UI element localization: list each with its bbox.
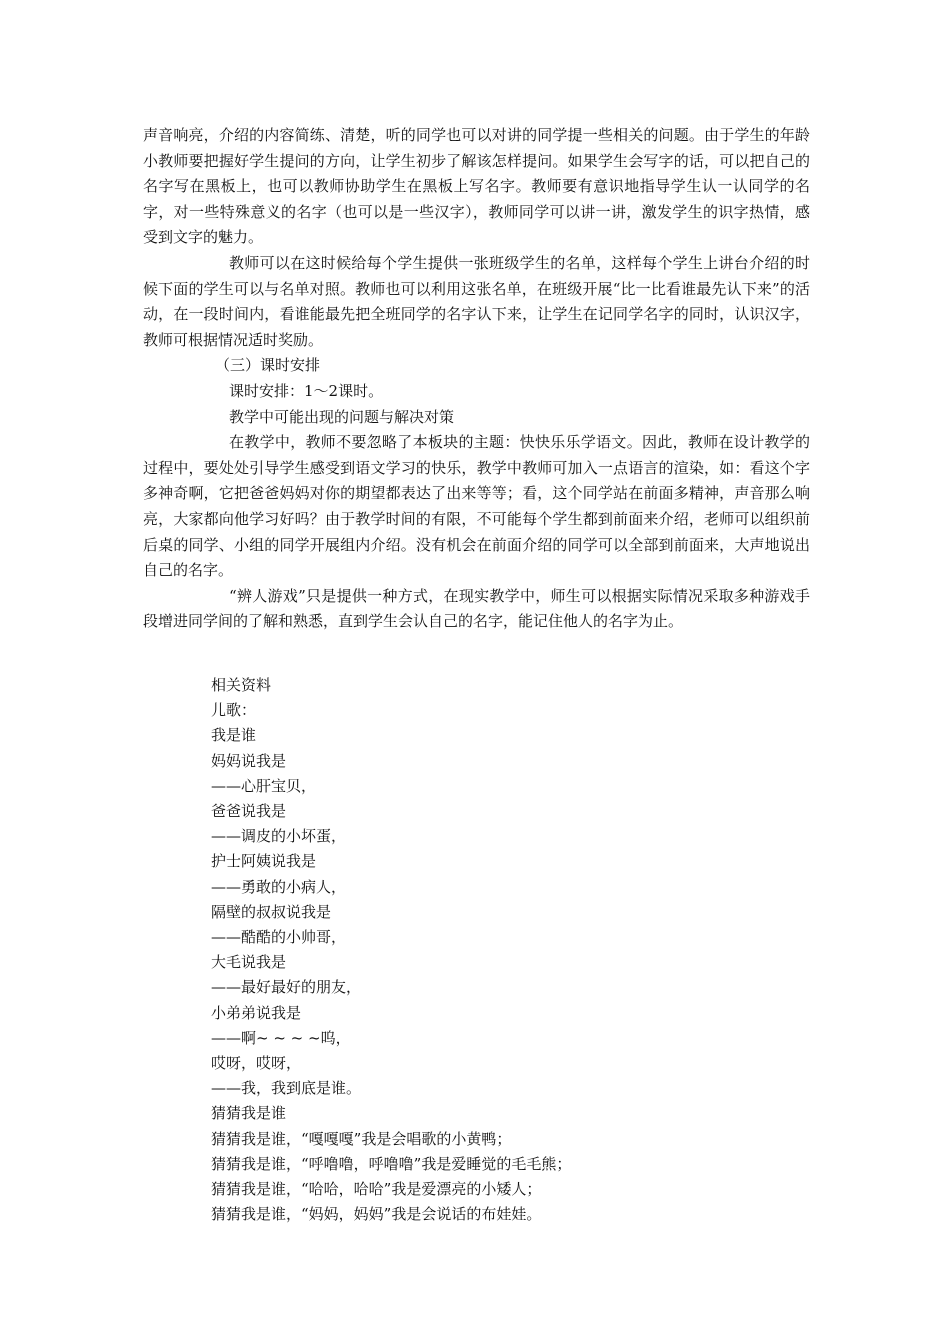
poem-line: 猜猜我是谁，“嘎嘎嘎”我是会唱歌的小黄鸭； bbox=[211, 1129, 512, 1148]
poem-line: ——调皮的小坏蛋， bbox=[211, 827, 347, 846]
poem-line: ——酷酷的小帅哥， bbox=[211, 928, 347, 947]
paragraph-game: “辨人游戏”只是提供一种方式，在现实教学中，师生可以根据实际情况采取多种游戏手段增进同学间的了解和熟悉，直到学生会认自己的名字，能记住他人的名字为止。 bbox=[143, 586, 810, 631]
poem-line: 猜猜我是谁，“呼噜噜，呼噜噜”我是爱睡觉的毛毛熊； bbox=[211, 1154, 572, 1173]
subheading-problems: 教学中可能出现的问题与解决对策 bbox=[229, 407, 455, 426]
schedule-line: 课时安排：1～2课时。 bbox=[229, 381, 384, 400]
poem-line: 爸爸说我是 bbox=[211, 802, 287, 821]
paragraph-intro-continued: 声音响亮，介绍的内容简练、清楚，听的同学也可以对讲的同学提一些相关的问题。由于学生的年龄小教师要把握好学生提问的方向，让学生初步了解该怎样提问。如果学生会写字的话，可以把自己的名字写在黑板上，也可以教师协助学生在黑板上写名字。教师要有意识地指导学生认一认同学的名字，对一些特殊意义的名字（也可以是一些汉字），教师同学可以讲一讲，激发学生的识字热情，感受到文字的魅力。 bbox=[143, 126, 810, 247]
paragraph-name-list: 教师可以在这时候给每个学生提供一张班级学生的名单，这样每个学生上讲台介绍的时候下面的学生可以与名单对照。教师也可以利用这张名单，在班级开展“比一比看谁最先认下来”的活动，在一段时间内，看谁能最先把全班同学的名字认下来，让学生在记同学名字的同时，认识汉字，教师可根据情况适时奖励。 bbox=[143, 253, 810, 349]
poem-line: 小弟弟说我是 bbox=[211, 1003, 302, 1022]
poem-line: 隔壁的叔叔说我是 bbox=[211, 902, 332, 921]
poem-line: 大毛说我是 bbox=[211, 953, 287, 972]
poem-title: 我是谁 bbox=[211, 726, 257, 745]
poem-line: ——勇敢的小病人， bbox=[211, 877, 347, 896]
poem-line: 哎呀，哎呀， bbox=[211, 1054, 302, 1073]
poem-line: ——最好最好的朋友， bbox=[211, 978, 362, 997]
main-text bbox=[143, 123, 810, 635]
paragraph-teaching-tips: 在教学中，教师不要忽略了本板块的主题：快快乐乐学语文。因此，教师在设计教学的过程中，要处处引导学生感受到语文学习的快乐，教学中教师可加入一点语言的渲染，如：看这个字多神奇啊，它把爸爸妈妈对你的期望都表达了出来等等；看，这个同学站在前面多精神，声音那么响亮，大家都向他学习好吗？由于教学时间的有限，不可能每个学生都到前面来介绍，老师可以组织前后桌的同学、小组的同学开展组内介绍。没有机会在前面介绍的同学可以全部到前面来，大声地说出自己的名字。 bbox=[143, 433, 810, 580]
poem-title: 猜猜我是谁 bbox=[211, 1104, 287, 1123]
poem-line: 猜猜我是谁，“妈妈，妈妈”我是会说话的布娃娃。 bbox=[211, 1205, 542, 1224]
poem-line: 护士阿姨说我是 bbox=[211, 852, 317, 871]
poem-line: 猜猜我是谁，“哈哈，哈哈”我是爱漂亮的小矮人； bbox=[211, 1180, 542, 1199]
poem-line: ——心肝宝贝， bbox=[211, 776, 317, 795]
related-resources bbox=[211, 673, 771, 1227]
resources-heading: 相关资料 bbox=[211, 676, 272, 694]
poem-line: 妈妈说我是 bbox=[211, 751, 287, 770]
section-heading-schedule: （三）课时安排 bbox=[215, 356, 321, 375]
poem-line: ——我，我到底是谁。 bbox=[211, 1079, 362, 1098]
nursery-rhyme-label: 儿歌： bbox=[211, 701, 257, 720]
poem-line: ——啊~ ~ ~ ~呜， bbox=[211, 1028, 351, 1047]
